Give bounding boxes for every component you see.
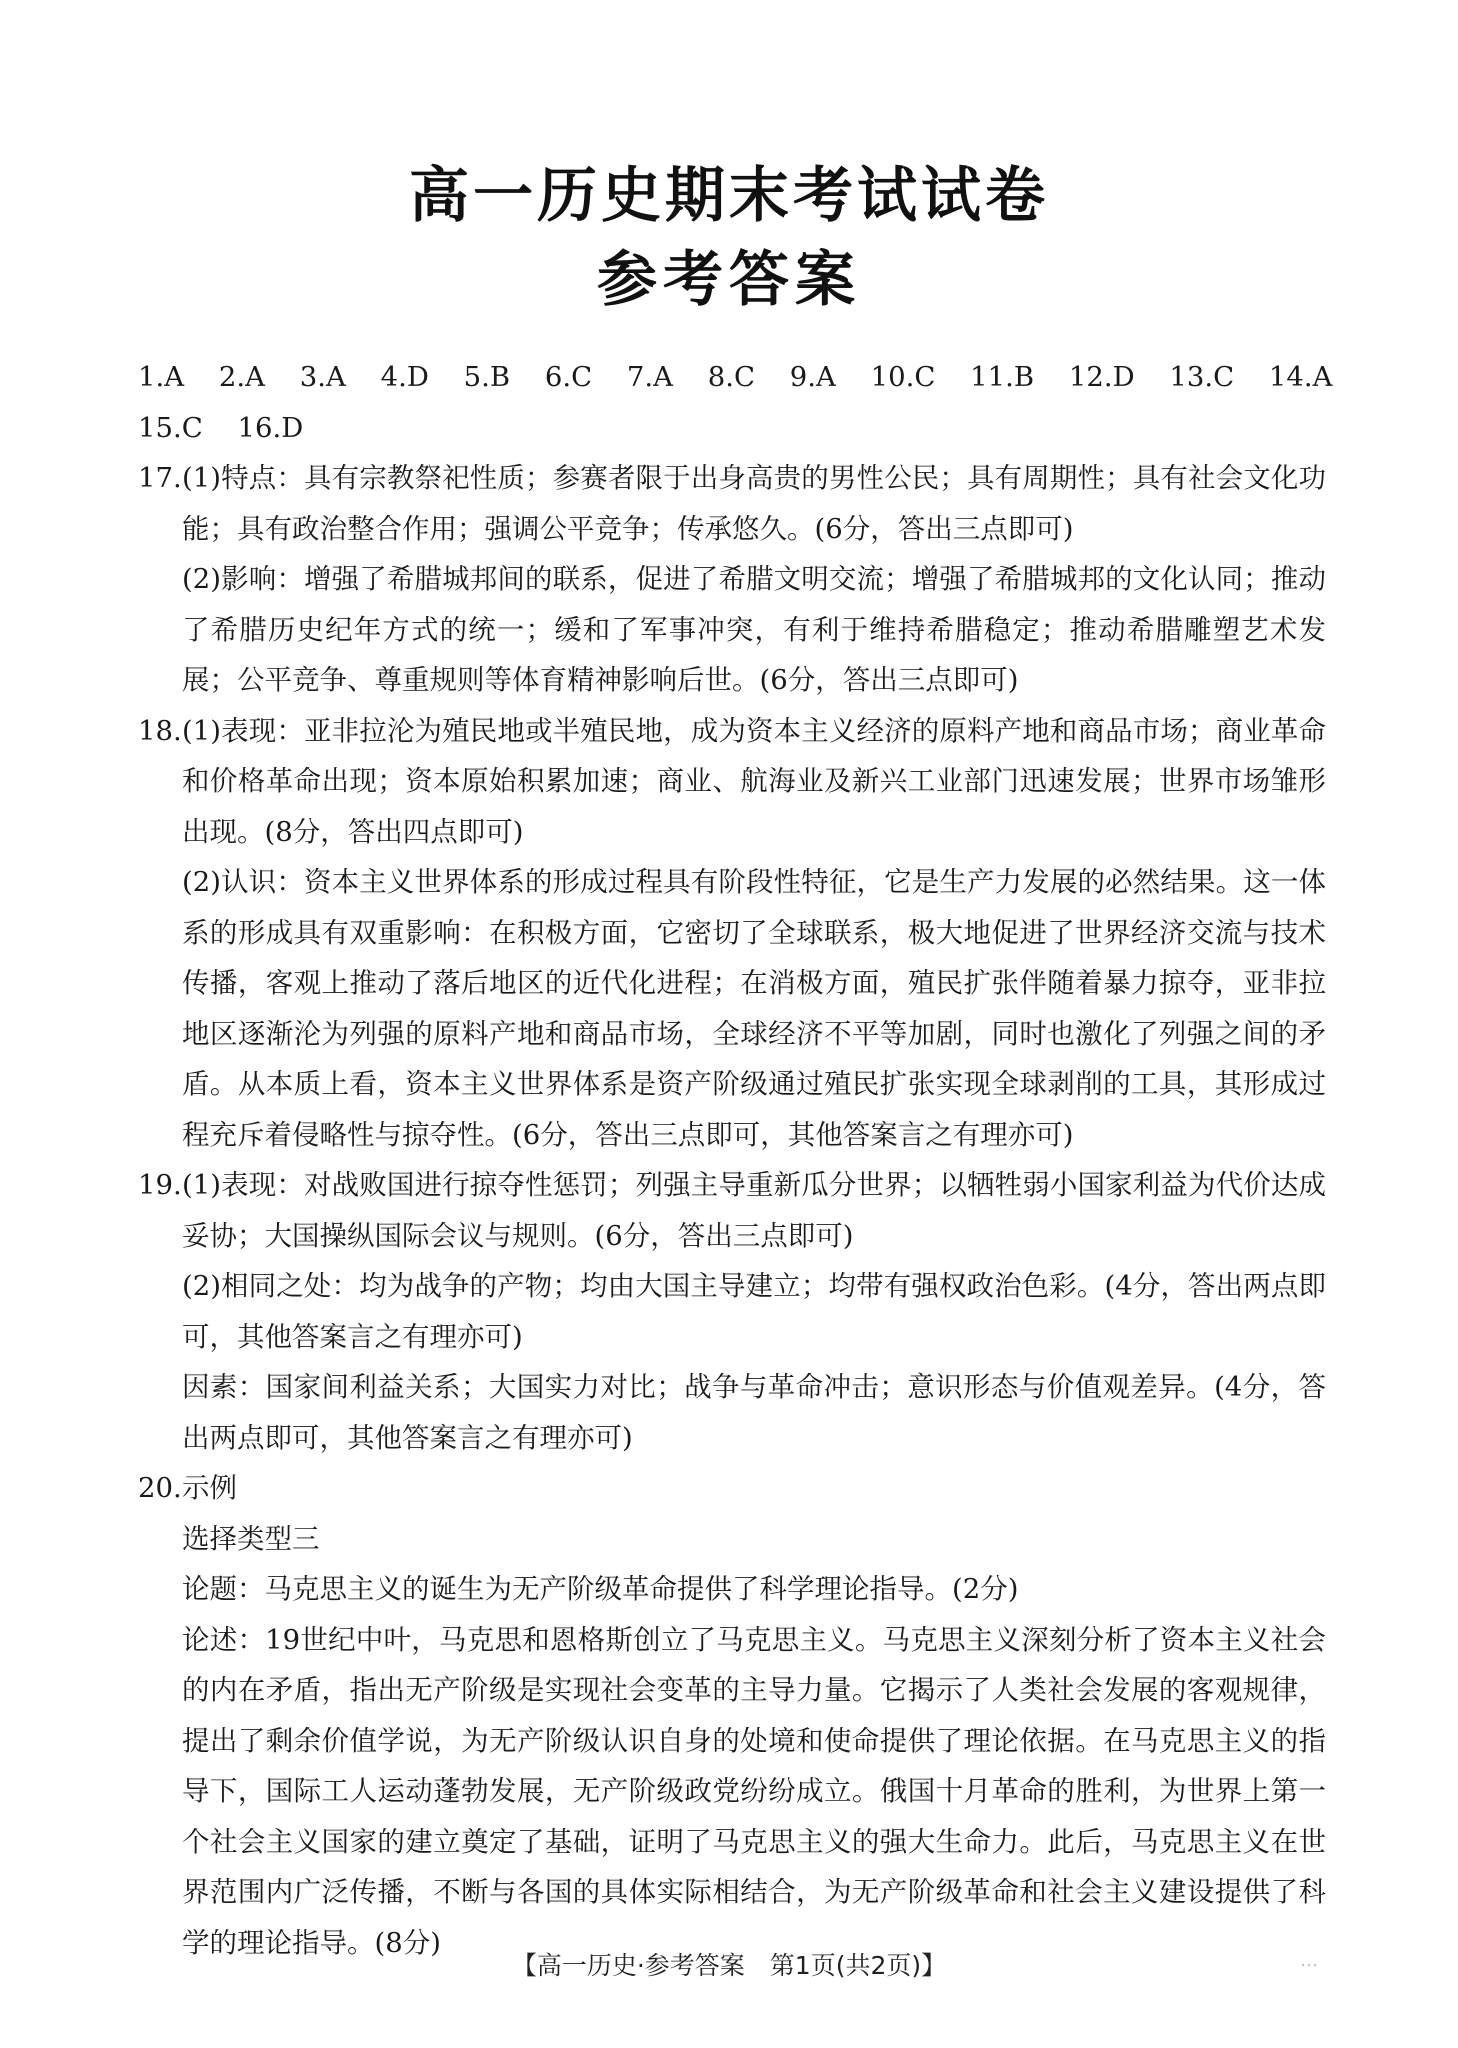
answer-paragraph: (2)认识：资本主义世界体系的形成过程具有阶段性特征，它是生产力发展的必然结果。这一体系的形成具有双重影响：在积极方面，它密切了全球联系，极大地促进了世界经济交流与技术传播，客观上推动了落后地区的近代化进程；在消极方面，殖民扩张伴随着暴力掠夺，亚非拉地区逐渐沦为列强的原料产地和商品市场，全球经济不平等加剧，同时也激化了列强之间的矛盾。从本质上看，资本主义世界体系是资产阶级通过殖民扩张实现全球剥削的工具，其形成过程充斥着侵略性与掠夺性。(6分，答出三点即可，其他答案言之有理亦可) bbox=[182, 866, 1326, 1151]
question-number: 17. bbox=[138, 462, 182, 494]
mc-answer: 16.D bbox=[237, 411, 304, 444]
mc-answers-row-1 bbox=[138, 352, 1333, 403]
mc-answer: 6.C bbox=[544, 361, 593, 393]
question-18 bbox=[138, 706, 1326, 858]
answer-paragraph: (1)表现：亚非拉沦为殖民地或半殖民地，成为资本主义经济的原料产地和商品市场；商业革命和价格革命出现；资本原始积累加速；商业、航海业及新兴工业部门迅速发展；世界市场雏形出现。(8分，答出四点即可) bbox=[182, 714, 1326, 848]
page-footer: 【高一历史·参考答案 第1页(共2页)】 bbox=[511, 1951, 947, 1980]
question-19 bbox=[138, 1160, 1326, 1261]
answer-paragraph: (1)特点：具有宗教祭祀性质；参赛者限于出身高贵的男性公民；具有周期性；具有社会文化功能；具有政治整合作用；强调公平竞争；传承悠久。(6分，答出三点即可) bbox=[182, 462, 1326, 545]
mc-answer: 9.A bbox=[789, 361, 836, 393]
essay-argument: 论述：19世纪中叶，马克思和恩格斯创立了马克思主义。马克思主义深刻分析了资本主义社会的内在矛盾，指出无产阶级是实现社会变革的主导力量。它揭示了人类社会发展的客观规律，提出了剩余价值学说，为无产阶级认识自身的处境和使命提供了理论依据。在马克思主义的指导下，国际工人运动蓬勃发展，无产阶级政党纷纷成立。俄国十月革命的胜利，为世界上第一个社会主义国家的建立奠定了基础，证明了马克思主义的强大生命力。此后，马克思主义在世界范围内广泛传播，不断与各国的具体实际相结合，为无产阶级革命和社会主义建设提供了科学的理论指导。(8分) bbox=[182, 1623, 1326, 1959]
mc-answer: 5.B bbox=[463, 361, 511, 393]
document-subtitle: 参考答案 bbox=[597, 245, 861, 315]
mc-answer: 1.A bbox=[138, 361, 185, 393]
mc-answers-row-2 bbox=[138, 403, 1326, 454]
question-number: 19. bbox=[138, 1169, 182, 1201]
answer-paragraph: (2)相同之处：均为战争的产物；均由大国主导建立；均带有强权政治色彩。(4分，答出两点即可，其他答案言之有理亦可) bbox=[182, 1270, 1326, 1353]
answer-paragraph: (2)影响：增强了希腊城邦间的联系，促进了希腊文明交流；增强了希腊城邦的文化认同；推动了希腊历史纪年方式的统一；缓和了军事冲突，有利于维持希腊稳定；推动希腊雕塑艺术发展；公平竞争、尊重规则等体育精神影响后世。(6分，答出三点即可) bbox=[182, 563, 1326, 696]
mc-answer: 14.A bbox=[1268, 361, 1333, 393]
mc-answer: 10.C bbox=[870, 361, 936, 393]
question-17 bbox=[138, 453, 1326, 554]
mc-answer: 7.A bbox=[626, 361, 673, 393]
mc-answer: 3.A bbox=[299, 361, 346, 393]
example-label: 示例 bbox=[182, 1472, 237, 1504]
selection-type: 选择类型三 bbox=[182, 1522, 320, 1555]
document-title: 高一历史期末考试试卷 bbox=[409, 161, 1049, 231]
mc-answer: 2.A bbox=[218, 361, 265, 393]
footer-dots: … bbox=[1300, 1950, 1320, 1971]
answer-paragraph: 因素：国家间利益关系；大国实力对比；战争与革命冲击；意识形态与价值观差异。(4分，答出两点即可，其他答案言之有理亦可) bbox=[182, 1371, 1326, 1454]
mc-answer: 4.D bbox=[380, 361, 429, 393]
mc-answer: 8.C bbox=[707, 361, 755, 393]
mc-answer: 13.C bbox=[1169, 361, 1235, 393]
mc-answer: 15.C bbox=[138, 411, 203, 444]
question-number: 18. bbox=[138, 714, 182, 747]
answer-paragraph: (1)表现：对战败国进行掠夺性惩罚；列强主导重新瓜分世界；以牺牲弱小国家利益为代价达成妥协；大国操纵国际会议与规则。(6分，答出三点即可) bbox=[182, 1169, 1326, 1252]
mc-answer: 11.B bbox=[970, 361, 1035, 393]
answer-content bbox=[138, 352, 1333, 1968]
question-number: 20. bbox=[138, 1472, 182, 1504]
essay-topic: 论题：马克思主义的诞生为无产阶级革命提供了科学理论指导。(2分) bbox=[182, 1573, 1019, 1605]
question-20 bbox=[138, 1463, 1326, 1514]
mc-answer: 12.D bbox=[1068, 361, 1135, 393]
